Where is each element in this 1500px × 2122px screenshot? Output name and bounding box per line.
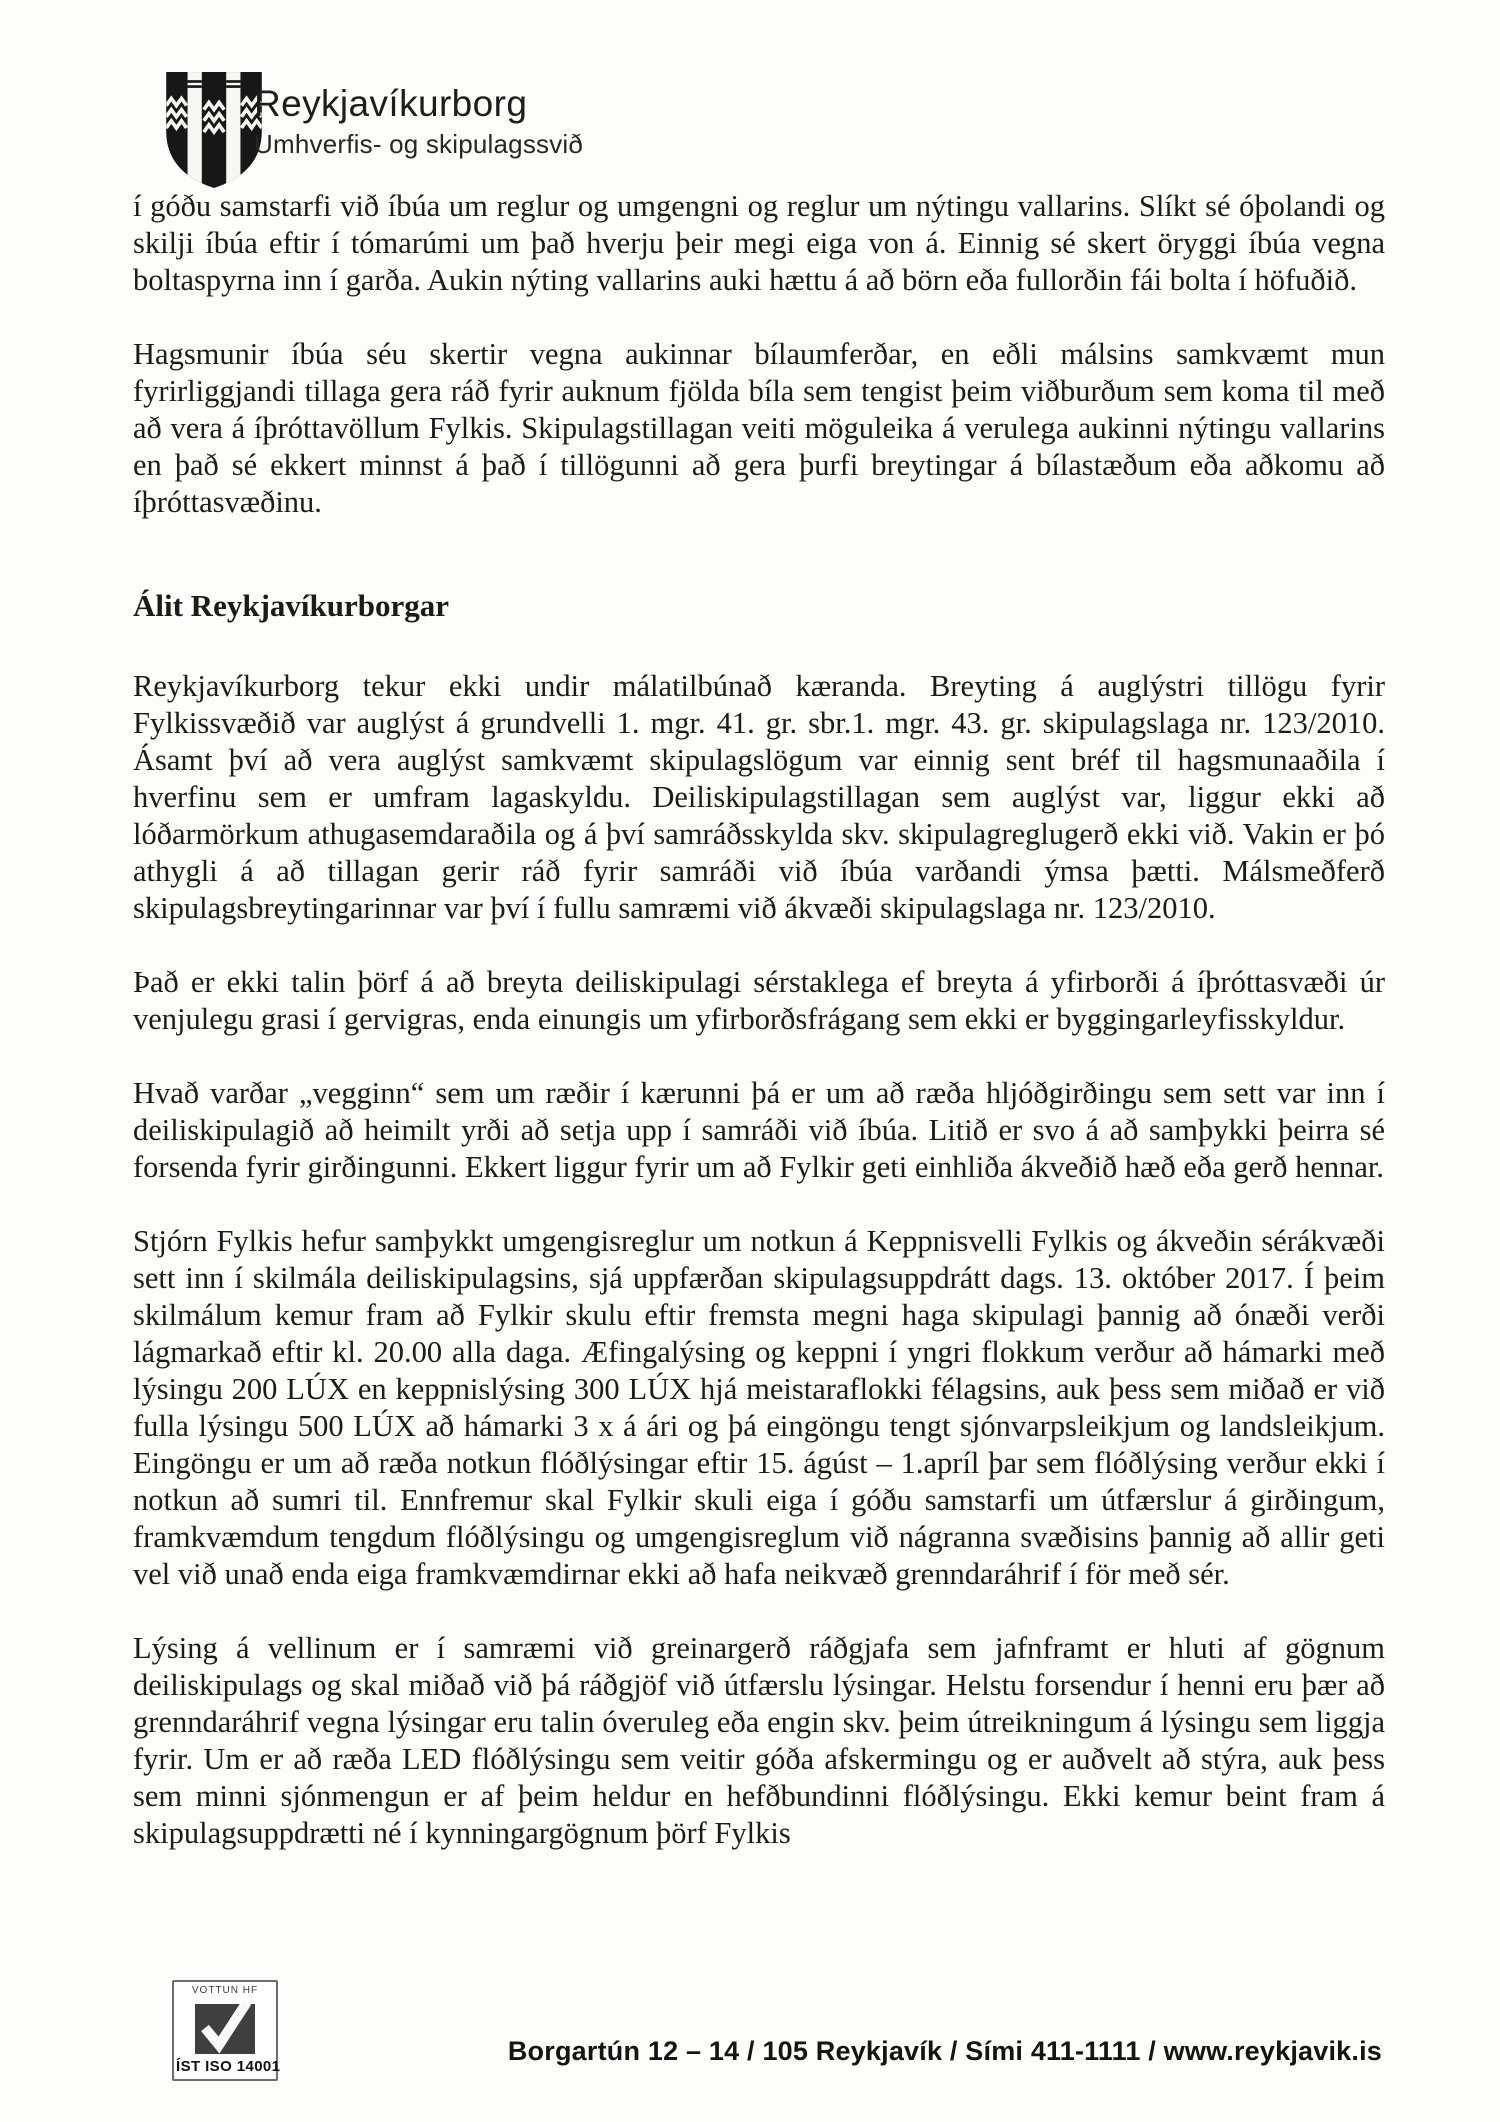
cert-standard-label: ÍST ISO 14001: [176, 2058, 281, 2075]
reykjavik-coat-of-arms-icon: [163, 70, 265, 190]
checkmark-icon: [193, 1998, 257, 2056]
iso-certification-mark: [172, 1980, 281, 2081]
cert-issuer-label: VOTTUN HF: [191, 1985, 259, 1996]
org-department: Umhverfis- og skipulagssvið: [254, 129, 584, 159]
org-name: Reykjavíkurborg: [254, 83, 528, 124]
paragraph-5: Hvað varðar „vegginn“ sem um ræðir í kærunni þá er um að ræða hljóðgirðingu sem sett var inn í deiliskipulagið að heimilt yrði að setja upp í samráði við íbúa. Litið er svo á að samþykki þeirra sé forsenda fyrir girðingunni. Ekkert liggur fyrir um að Fylkir geti einhliða ákveðið hæð eða gerð hennar.: [133, 1076, 1385, 1184]
paragraph-6: Stjórn Fylkis hefur samþykkt umgengisreglur um notkun á Keppnisvelli Fylkis og ákveðin sérákvæði sett inn í skilmála deiliskipulagsins, sjá uppfærðan skipulagsuppdrátt dags. 13. október 2017. Í þeim skilmálum kemur fram að Fylkir skulu eftir fremsta megni haga skipulagi þannig að ónæði verði lágmarkað eftir kl. 20.00 alla daga. Æfingalýsing og keppni í yngri flokkum verður að hámarki með lýsingu 200 LÚX en keppnislýsing 300 LÚX hjá meistaraflokki félagsins, auk þess sem miðað er við fulla lýsingu 500 LÚX að hámarki 3 x á ári og þá eingöngu tengt sjónvarpsleikjum og landsleikjum. Eingöngu er um að ræða notkun flóðlýsingar eftir 15. ágúst – 1.apríl þar sem flóðlýsing verður ekki í notkun að sumri til. Ennfremur skal Fylkir skuli eiga í góðu samstarfi um útfærslur á girðingum, framkvæmdum tengdum flóðlýsingu og umgengisreglum við nágranna svæðisins þannig að allir geti vel við unað enda eiga framkvæmdirnar ekki að hafa neikvæð grenndaráhrif í för með sér.: [133, 1224, 1385, 1591]
paragraph-4: Það er ekki talin þörf á að breyta deiliskipulagi sérstaklega ef breyta á yfirborði á íþróttasvæði úr venjulegu grasi í gervigras, enda einungis um yfirborðsfrágang sem ekki er byggingarleyfisskyldur.: [133, 965, 1385, 1036]
section-heading: Álit Reykjavíkurborgar: [133, 588, 450, 623]
letterhead: [254, 84, 583, 159]
paragraph-7: Lýsing á vellinum er í samræmi við greinargerð ráðgjafa sem jafnframt er hluti af gögnum deiliskipulags og skal miðað við þá ráðgjöf við útfærslu lýsingar. Helstu forsendur í henni eru þær að grenndaráhrif vegna lýsingar eru talin óveruleg eða engin skv. þeim útreikningum á lýsingu sem liggja fyrir. Um er að ræða LED flóðlýsingu sem veitir góða afskermingu og er auðvelt að stýra, auk þess sem minni sjónmengun er af þeim heldur en hefðbundinni flóðlýsingu. Ekki kemur beint fram á skipulagsuppdrætti né í kynningargögnum þörf Fylkis: [133, 1631, 1385, 1850]
paragraph-2: Hagsmunir íbúa séu skertir vegna aukinnar bílaumferðar, en eðli málsins samkvæmt mun fyrirliggjandi tillaga gera ráð fyrir auknum fjölda bíla sem tengist þeim viðburðum sem koma til með að vera á íþróttavöllum Fylkis. Skipulagstillagan veiti möguleika á verulega aukinni nýtingu vallarins en það sé ekkert minnst á það í tillögunni að gera þurfi breytingar á bílastæðum eða aðkomu að íþróttasvæðinu.: [133, 337, 1385, 519]
paragraph-3: Reykjavíkurborg tekur ekki undir málatilbúnað kæranda. Breyting á auglýstri tillögu fyrir Fylkissvæðið var auglýst á grundvelli 1. mgr. 41. gr. sbr.1. mgr. 43. gr. skipulagslaga nr. 123/2010. Ásamt því að vera auglýst samkvæmt skipulagslögum var einnig sent bréf til hagsmunaaðila í hverfinu sem er umfram lagaskyldu. Deiliskipulagstillagan sem auglýst var, liggur ekki að lóðarmörkum athugasemdaraðila og á því samráðsskylda skv. skipulagreglugerð ekki við. Vakin er þó athygli á að tillagan gerir ráð fyrir samráði við íbúa varðandi ýmsa þætti. Málsmeðferð skipulagsbreytingarinnar var því í fullu samræmi við ákvæði skipulagslaga nr. 123/2010.: [133, 669, 1385, 925]
paragraph-1: í góðu samstarfi við íbúa um reglur og umgengni og reglur um nýtingu vallarins. Slíkt sé óþolandi og skilji íbúa eftir í tómarúmi um það hverju þeir megi eiga von á. Einnig sé skert öryggi íbúa vegna boltaspyrna inn í garða. Aukin nýting vallarins auki hættu á að börn eða fullorðin fái bolta í höfuðið.: [133, 189, 1385, 297]
footer-address: Borgartún 12 – 14 / 105 Reykjavík / Sími 411-1111 / www.reykjavik.is: [507, 2036, 1382, 2066]
letter-body: [133, 188, 1385, 1889]
